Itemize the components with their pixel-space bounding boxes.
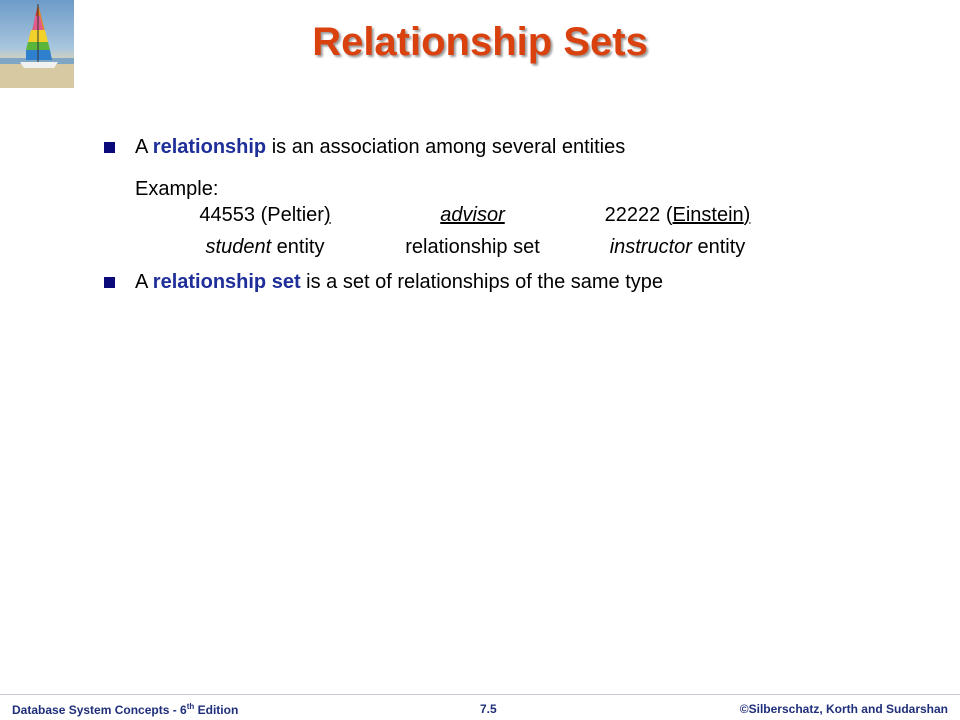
bullet-relationship-set	[104, 271, 663, 294]
advisor-name: advisor	[440, 204, 505, 226]
bullet-text	[135, 271, 663, 294]
open-paren: (	[665, 204, 673, 226]
instructor-role: instructor	[609, 236, 692, 258]
student-id: 44553	[199, 204, 255, 226]
slide-title: Relationship Sets	[312, 20, 648, 64]
bullet-suffix: is an association among several entities	[266, 136, 626, 158]
instructor-role-line	[585, 231, 770, 263]
close-paren: )	[743, 204, 751, 226]
bullet-prefix: A	[135, 136, 153, 158]
instructor-name: Einstein	[672, 204, 744, 226]
keyword-relationship: relationship	[152, 136, 267, 158]
footer-edition: Edition	[194, 703, 239, 717]
close-paren: )	[323, 204, 331, 226]
open-paren: (	[260, 204, 268, 226]
student-role: student	[205, 236, 272, 258]
footer-book: Database System Concepts - 6	[12, 703, 187, 717]
page-number: 7.5	[480, 702, 497, 716]
footer-edition-sup: th	[186, 702, 195, 711]
example-label: Example:	[135, 178, 219, 200]
instructor-entity-word: entity	[691, 236, 746, 258]
square-bullet-icon	[104, 277, 115, 288]
bullet-suffix: is a set of relationships of the same type	[300, 271, 664, 293]
instructor-id: 22222	[604, 204, 661, 226]
student-role-line	[180, 231, 350, 263]
student-name: Peltier	[267, 204, 324, 226]
student-entity-word: entity	[271, 236, 325, 258]
bullet-prefix: A	[135, 271, 153, 293]
footer-book-title	[12, 702, 238, 717]
keyword-relationship-set: relationship set	[152, 271, 301, 293]
example-student	[180, 199, 350, 263]
example-advisor	[385, 199, 560, 263]
instructor-id-line	[585, 199, 770, 231]
student-id-line	[180, 199, 350, 231]
square-bullet-icon	[104, 142, 115, 153]
footer-divider	[0, 694, 960, 695]
bullet-relationship	[104, 136, 625, 159]
relationship-set-label: relationship set	[405, 236, 540, 258]
slide-footer	[0, 698, 960, 720]
example-instructor	[585, 199, 770, 263]
footer-copyright: ©Silberschatz, Korth and Sudarshan	[739, 702, 948, 716]
bullet-text	[135, 136, 625, 159]
